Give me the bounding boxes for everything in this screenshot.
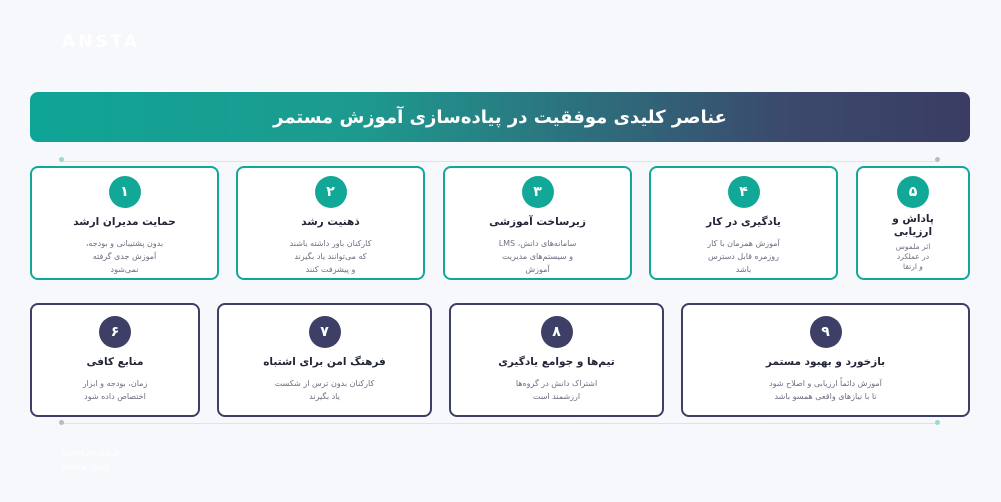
card-4 <box>649 166 838 280</box>
decor-dot <box>59 420 64 425</box>
logo: ANSTA <box>62 32 141 52</box>
card-title: بازخورد و بهبود مستمر <box>765 356 886 368</box>
step-number-badge: ۴ <box>728 176 760 208</box>
card-title: ذهنیت رشد <box>301 216 360 228</box>
card-7 <box>217 303 432 417</box>
card-title: پاداش و ارزیابی <box>892 213 934 238</box>
divider-line-top <box>62 161 938 162</box>
card-2 <box>236 166 425 280</box>
step-number-badge: ۶ <box>99 316 131 348</box>
footer-website: www.ansta.ir <box>62 449 121 459</box>
card-description: زمان، بودجه و ابزار اختصاص داده شود <box>82 379 148 401</box>
card-title: منابع کافی <box>86 356 144 368</box>
card-title: زیرساخت آموزشی <box>489 216 586 228</box>
decor-dot <box>935 420 940 425</box>
card-description: اشتراک دانش در گروه‌ها ارزشمند است <box>515 379 598 401</box>
step-number-badge: ۹ <box>810 316 842 348</box>
card-8 <box>449 303 664 417</box>
step-number-badge: ۲ <box>315 176 347 208</box>
card-9 <box>681 303 970 417</box>
step-number-badge: ۱ <box>109 176 141 208</box>
card-3 <box>443 166 632 280</box>
step-number-badge: ۸ <box>541 316 573 348</box>
card-description: آموزش همزمان با کار روزمره قابل دسترس باشد <box>707 239 780 274</box>
card-5 <box>856 166 970 280</box>
footer-handle: @ansta_co <box>62 463 111 473</box>
title-banner <box>30 92 970 142</box>
card-description: کارکنان بدون ترس از شکست یاد بگیرند <box>274 379 375 401</box>
page-title: عناصر کلیدی موفقیت در پیاده‌سازی آموزش مستمر <box>273 106 727 128</box>
card-title: تیم‌ها و جوامع یادگیری <box>498 356 615 368</box>
card-title: فرهنگ امن برای اشتباه <box>263 356 386 368</box>
card-1 <box>30 166 219 280</box>
divider-line-bottom <box>62 423 938 424</box>
step-number-badge: ۵ <box>897 176 929 208</box>
decor-dot <box>59 157 64 162</box>
decor-dot <box>935 157 940 162</box>
card-6 <box>30 303 200 417</box>
card-description: سامانه‌های دانش، LMS و سیستم‌های مدیریت آموزش <box>498 239 577 274</box>
card-description: اثر ملموس در عملکرد و ارتقا <box>895 242 931 271</box>
card-description: کارکنان باور داشته باشند که می‌توانند یاد بگیرند و پیشرفت کنند <box>289 239 372 274</box>
step-number-badge: ۳ <box>522 176 554 208</box>
card-title: یادگیری در کار <box>706 216 781 228</box>
card-title: حمایت مدیران ارشد <box>73 216 176 228</box>
step-number-badge: ۷ <box>309 316 341 348</box>
card-description: آموزش دائماً ارزیابی و اصلاح شود تا با نیازهای واقعی همسو باشد <box>769 379 882 401</box>
footer-watermark <box>62 447 120 475</box>
card-description: بدون پشتیبانی و بودجه، آموزش جدی گرفته نمی‌شود <box>85 239 164 274</box>
